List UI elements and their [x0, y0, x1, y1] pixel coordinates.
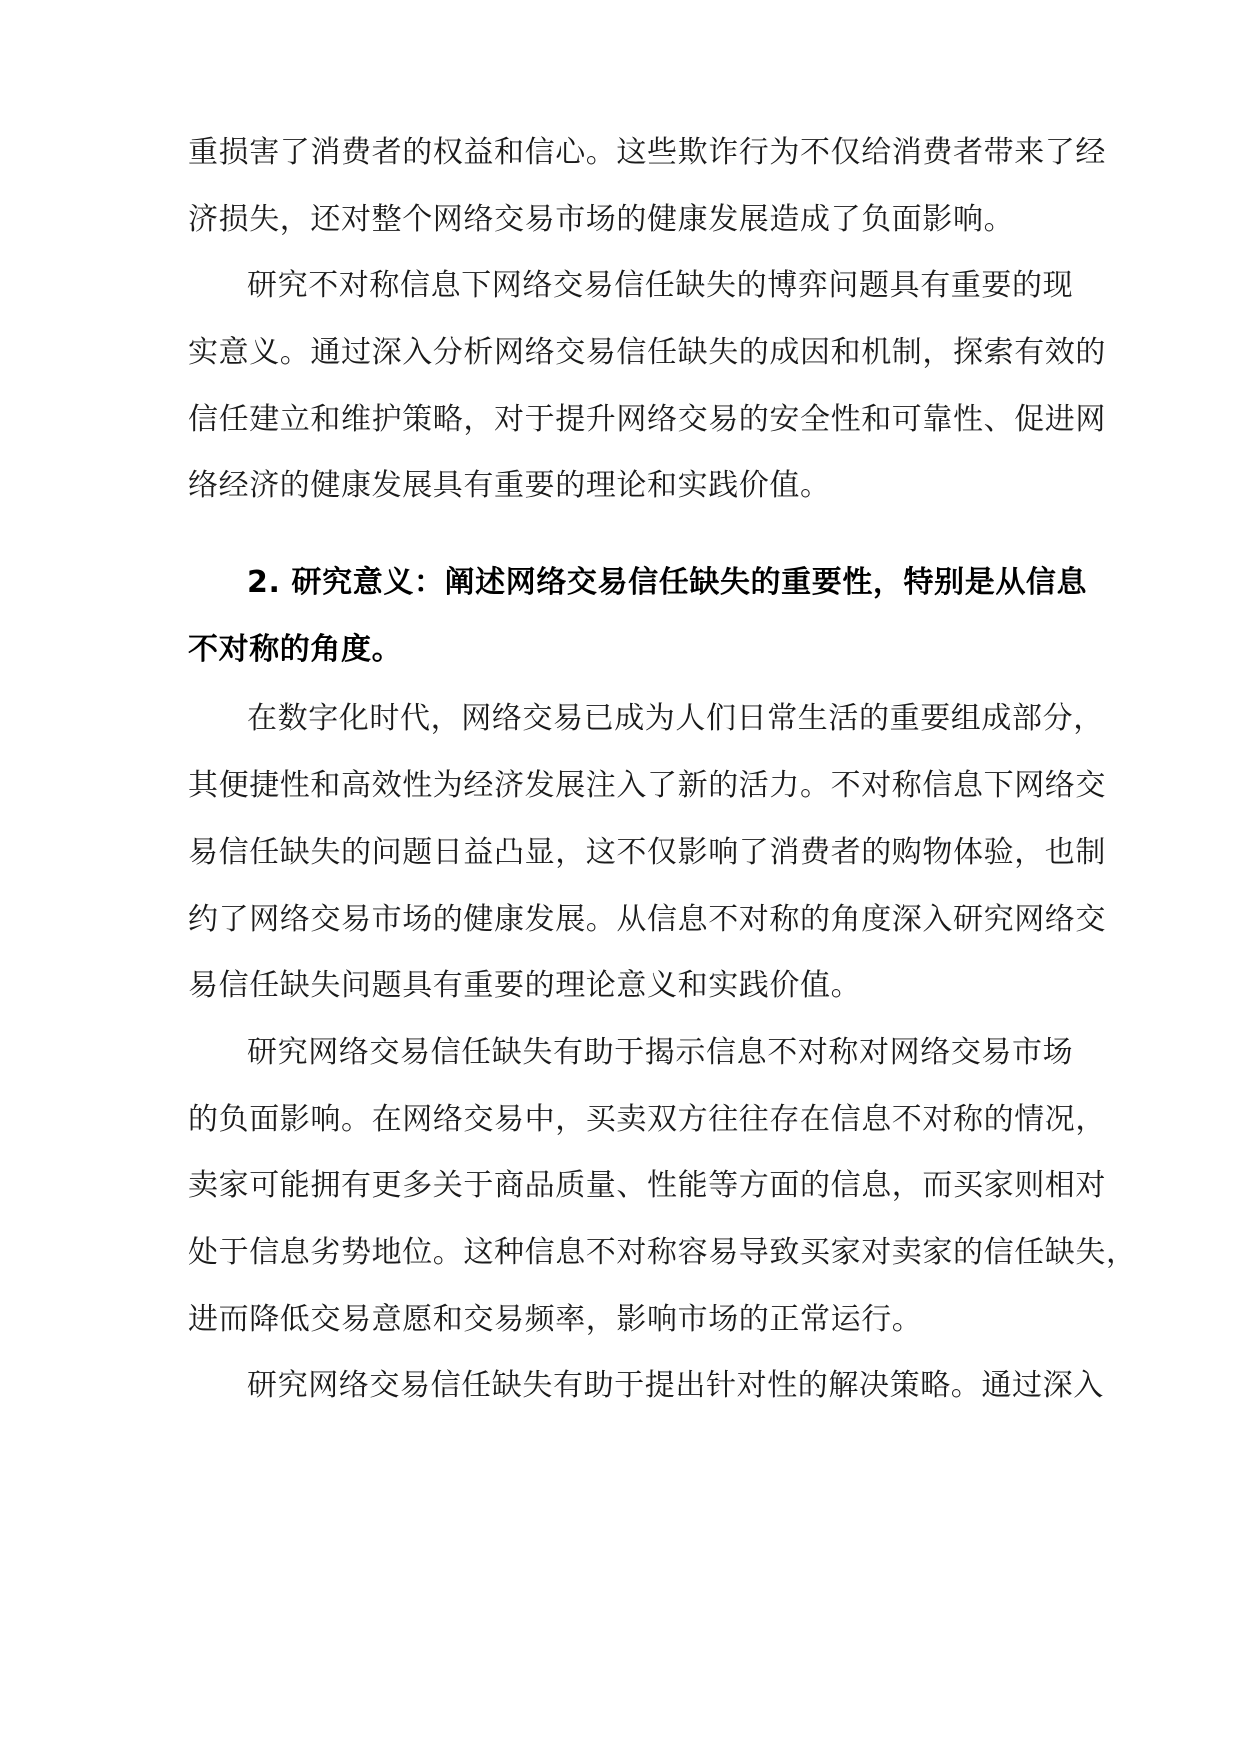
paragraph-line: 的负面影响。在网络交易中，买卖双方往往存在信息不对称的情况， — [188, 1102, 1106, 1137]
paragraph-line: 约了网络交易市场的健康发展。从信息不对称的角度深入研究网络交 — [188, 902, 1106, 937]
paragraph-line: 其便捷性和高效性为经济发展注入了新的活力。不对称信息下网络交 — [188, 768, 1106, 803]
paragraph-line: 研究网络交易信任缺失有助于提出针对性的解决策略。通过深入 — [247, 1368, 1104, 1403]
paragraph-line: 易信任缺失问题具有重要的理论意义和实践价值。 — [188, 968, 862, 1003]
paragraph-line: 卖家可能拥有更多关于商品质量、性能等方面的信息，而买家则相对 — [188, 1168, 1106, 1203]
paragraph-line: 易信任缺失的问题日益凸显，这不仅影响了消费者的购物体验，也制 — [188, 835, 1106, 870]
paragraph-line: 重损害了消费者的权益和信心。这些欺诈行为不仅给消费者带来了经 — [188, 135, 1106, 170]
paragraph-line: 络经济的健康发展具有重要的理论和实践价值。 — [188, 468, 831, 503]
paragraph-line: 在数字化时代，网络交易已成为人们日常生活的重要组成部分， — [247, 701, 1104, 736]
paragraph-line: 研究不对称信息下网络交易信任缺失的博弈问题具有重要的现 — [247, 268, 1074, 303]
section-heading: 2. 研究意义：阐述网络交易信任缺失的重要性，特别是从信息 — [247, 565, 1088, 600]
paragraph-line: 研究网络交易信任缺失有助于揭示信息不对称对网络交易市场 — [247, 1035, 1074, 1070]
paragraph-line: 进而降低交易意愿和交易频率，影响市场的正常运行。 — [188, 1302, 923, 1337]
paragraph-line: 济损失，还对整个网络交易市场的健康发展造成了负面影响。 — [188, 202, 1015, 237]
section-heading: 不对称的角度。 — [188, 632, 403, 667]
paragraph-line: 实意义。通过深入分析网络交易信任缺失的成因和机制，探索有效的 — [188, 335, 1106, 370]
paragraph-line: 处于信息劣势地位。这种信息不对称容易导致买家对卖家的信任缺失， — [188, 1235, 1137, 1270]
paragraph-line: 信任建立和维护策略，对于提升网络交易的安全性和可靠性、促进网 — [188, 402, 1106, 437]
